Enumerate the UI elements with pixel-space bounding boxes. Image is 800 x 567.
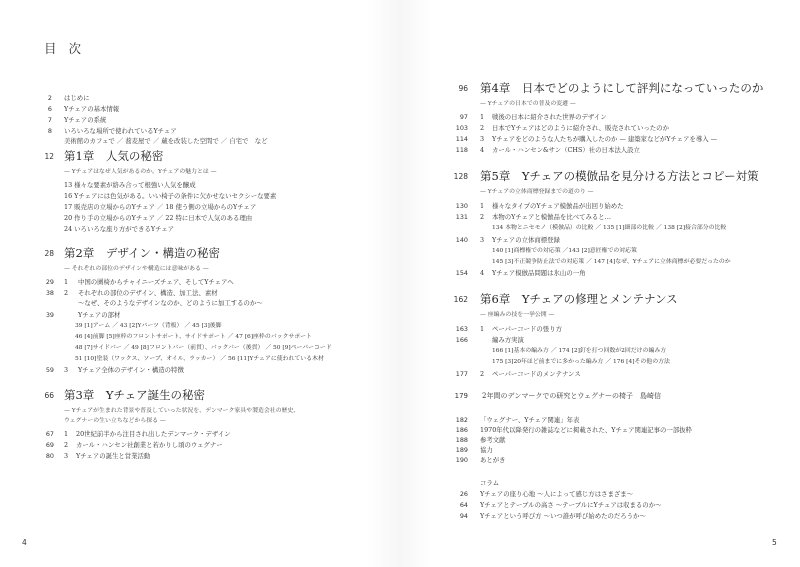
toc-subentry[interactable] bbox=[75, 344, 332, 352]
entry-text: ペーパーコードの張り方 bbox=[492, 325, 562, 333]
entry-text: 166 [1]基本の編み方 ／ 174 [2]釘を打つ回数が2回だけの編み方 bbox=[492, 348, 667, 354]
section-index: 4 bbox=[480, 146, 485, 154]
section-index: 2 bbox=[64, 289, 69, 297]
page-ref: 2 bbox=[47, 94, 52, 102]
entry-text: いろいろな場所で使われているYチェア bbox=[64, 127, 177, 135]
page-ref: 7 bbox=[47, 116, 52, 124]
toc-subentry[interactable] bbox=[64, 203, 256, 211]
page-ref: 130 bbox=[455, 202, 468, 210]
entry-text: 175 [3]20年ほど前までに多かった編み方 ／ 176 [4]その他の方法 bbox=[492, 359, 670, 365]
page-ref: 12 bbox=[44, 152, 54, 161]
page-ref: 97 bbox=[459, 113, 468, 121]
entry-text: 日本でYチェアはどのように紹介され、販売されていったのか bbox=[492, 124, 669, 132]
page-ref: 6 bbox=[47, 105, 52, 113]
entry-text: Yチェア模倣品問題は氷山の一角 bbox=[492, 269, 586, 277]
toc-subentry[interactable] bbox=[64, 192, 276, 200]
chapter-title: 第2章 デザイン・構造の秘密 bbox=[64, 246, 221, 260]
entry-text: 51 [10]塗装（ワックス、ソープ、オイル、ラッカー） ／ 56 [11]Yチェアに使われている木材 bbox=[75, 356, 324, 362]
chapter-subtitle: — Yチェアの立体商標登録までの道のり — bbox=[480, 189, 594, 195]
page-ref: 8 bbox=[47, 127, 52, 135]
toc-subentry[interactable] bbox=[64, 181, 196, 189]
entry-text: 様々なタイプのYチェア模倣品が出回り始めた bbox=[492, 202, 624, 210]
entry-text: 134 本物とニセモノ（模倣品）の比較 ／ 135 [1]細部の比較 ／ 138 [2]接合部分の比較 bbox=[492, 225, 727, 231]
toc-subentry[interactable] bbox=[492, 358, 670, 366]
entry-text: Yチェアという呼び方 〜いつ誰が呼び始めたのだろうか〜 bbox=[480, 512, 646, 520]
page-ref: 67 bbox=[45, 430, 54, 438]
toc-subentry[interactable] bbox=[492, 258, 731, 266]
toc-subentry[interactable] bbox=[492, 247, 637, 255]
entry-text: カール・ハンセン社創業と若かりし頃のウェグナー bbox=[76, 441, 223, 449]
chapter-title: 第6章 Yチェアの修理とメンテナンス bbox=[480, 292, 678, 306]
page-ref: 186 bbox=[455, 426, 468, 434]
toc-subentry[interactable] bbox=[64, 214, 252, 222]
chapter-title: 第1章 人気の秘密 bbox=[64, 149, 164, 163]
entry-text: 16 Yチェアには色気がある。いい椅子の条件に欠かせないセクシーな要素 bbox=[64, 192, 277, 200]
page-ref: 154 bbox=[455, 269, 468, 277]
page-ref: 59 bbox=[45, 366, 54, 374]
entry-text: ペーパーコードのメンテナンス bbox=[492, 370, 581, 378]
section-index: 2 bbox=[64, 441, 69, 449]
toc-subentry[interactable] bbox=[75, 355, 324, 363]
page-ref: 131 bbox=[455, 213, 468, 221]
section-index: 2 bbox=[480, 213, 485, 221]
entry-text: Yチェアとテーブルの高さ 〜テーブルにYチェアは収まるのか〜 bbox=[480, 501, 662, 509]
entry-text: 「ウェグナー、Yチェア関連」年表 bbox=[480, 416, 580, 424]
page-ref: 103 bbox=[455, 124, 468, 132]
section-index: 3 bbox=[64, 366, 69, 374]
page-ref: 189 bbox=[455, 446, 468, 454]
page-ref: 190 bbox=[455, 456, 468, 464]
entry-text: 2年間のデンマークでの研究とウェグナーの椅子 島崎信 bbox=[482, 392, 662, 400]
toc-entry-detail bbox=[78, 299, 263, 307]
entry-text: 39 [1]アーム ／ 43 [2]Yパーツ（背板） ／ 45 [3]後脚 bbox=[75, 323, 222, 329]
toc-title: 目 次 bbox=[44, 41, 85, 56]
entry-text: 編み方実演 bbox=[492, 336, 524, 344]
page-ref: 38 bbox=[45, 289, 54, 297]
page-ref: 26 bbox=[459, 490, 468, 498]
entry-text: Yチェアをどのような人たちが購入したのか — 建築家などがYチェアを導入 — bbox=[492, 135, 718, 143]
section-index: 4 bbox=[480, 269, 485, 277]
page-ref: 114 bbox=[455, 135, 468, 143]
page-ref: 188 bbox=[455, 436, 468, 444]
page-ref: 66 bbox=[44, 391, 54, 400]
entry-text: 24 いろいろな座り方ができるYチェア bbox=[64, 225, 175, 233]
entry-text: 参考文献 bbox=[480, 436, 506, 444]
toc-subentry[interactable] bbox=[492, 347, 666, 355]
page-ref: 69 bbox=[45, 441, 54, 449]
chapter-subtitle: — 座編みの技を一挙公開 — bbox=[480, 312, 555, 318]
page-ref: 29 bbox=[45, 278, 54, 286]
entry-text: 〜なぜ、そのようなデザインなのか、どのように加工するのか〜 bbox=[78, 299, 263, 307]
entry-text: はじめに bbox=[64, 94, 90, 102]
page-ref: 166 bbox=[455, 336, 468, 344]
page-ref: 80 bbox=[45, 452, 54, 460]
page-ref: 182 bbox=[455, 416, 468, 424]
entry-text: 145 [3]不正競争防止法での対応策 ／ 147 [4]なぜ、Yチェアに立体商標が必要だったのか bbox=[492, 259, 731, 265]
page-number: 4 bbox=[22, 538, 27, 547]
page-ref: 64 bbox=[459, 501, 468, 509]
entry-text: あとがき bbox=[480, 456, 506, 464]
entry-text: Yチェアの座り心地 〜人によって感じ方はさまざま〜 bbox=[480, 490, 634, 498]
toc-subentry[interactable] bbox=[75, 322, 222, 330]
chapter-subtitle: — それぞれの部位のデザインや構造には意味がある — bbox=[64, 266, 209, 272]
section-index: 1 bbox=[480, 202, 485, 210]
entry-text: 中国の圏椅からチャイニーズチェア、そしてYチェアへ bbox=[78, 278, 234, 286]
section-index: 1 bbox=[480, 325, 485, 333]
toc-subentry[interactable] bbox=[64, 225, 174, 233]
entry-text: 20世紀前半から注目され出したデンマーク・デザイン bbox=[76, 430, 231, 438]
page-ref: 96 bbox=[458, 84, 468, 93]
chapter-subtitle-cont: ウェグナーの生い立ちなどから探る — bbox=[64, 418, 166, 424]
entry-text: Yチェアの基本情報 bbox=[64, 105, 120, 113]
section-index: 3 bbox=[480, 236, 485, 244]
chapter-title: 第4章 日本でどのようにして評判になっていったのか bbox=[480, 81, 764, 95]
page-ref: 118 bbox=[455, 146, 468, 154]
chapter-title: 第5章 Yチェアの模倣品を見分ける方法とコピー対策 bbox=[480, 169, 759, 183]
entry-text: Yチェアの系統 bbox=[64, 116, 107, 124]
page-number: 5 bbox=[772, 538, 777, 547]
page-ref: 177 bbox=[455, 370, 468, 378]
entry-text: Yチェアの部材 bbox=[78, 311, 121, 319]
right-page bbox=[400, 0, 800, 567]
section-index: 1 bbox=[64, 430, 69, 438]
chapter-subtitle: — Yチェアが生まれた背景や普及していった状況を、デンマーク家具や製造会社の歴史、 bbox=[64, 408, 300, 414]
entry-text: 17 販売店の立場からのYチェア ／ 18 使う側の立場からのYチェア bbox=[64, 203, 257, 211]
section-index: 3 bbox=[64, 452, 69, 460]
page-ref: 179 bbox=[454, 392, 468, 400]
column-heading: コラム bbox=[480, 479, 500, 487]
page-ref: 39 bbox=[45, 311, 54, 319]
entry-text: 協力 bbox=[480, 446, 493, 454]
chapter-subtitle: — Yチェアの日本での普及の変遷 — bbox=[480, 101, 576, 107]
section-index: 1 bbox=[480, 113, 485, 121]
entry-text: 140 [1]商標権での対応策 ／143 [2]意匠権での対応策 bbox=[492, 248, 637, 254]
toc-subentry[interactable] bbox=[75, 333, 312, 341]
entry-text: 美術館のカフェで ／ 蕎麦屋で ／ 蔵を改装した空間で ／ 自宅で など bbox=[64, 137, 268, 145]
page-ref: 128 bbox=[453, 172, 468, 181]
entry-text: 本物のYチェアと模倣品を比べてみると… bbox=[492, 213, 612, 221]
entry-text: それぞれの部位のデザイン、構造、加工法、素材 bbox=[78, 289, 218, 297]
section-index: 2 bbox=[480, 124, 485, 132]
page-ref: 162 bbox=[453, 295, 468, 304]
entry-text: 48 [7]サイドバー ／ 49 [8]フロントバー（前貫）、バックバー（後貫） ／ 50 [9]ペーパーコード bbox=[75, 345, 332, 351]
chapter-title: 第3章 Yチェア誕生の秘密 bbox=[64, 388, 206, 402]
section-index: 3 bbox=[480, 135, 485, 143]
chapter-subtitle: — Yチェアはなぜ人気があるのか。Yチェアの魅力とは — bbox=[64, 169, 217, 175]
entry-text: 1970年代以降発行の雑誌などに掲載された、Yチェア関連記事の一部抜粋 bbox=[480, 426, 693, 434]
section-index: 1 bbox=[64, 278, 69, 286]
section-index: 2 bbox=[480, 370, 485, 378]
page-ref: 94 bbox=[459, 512, 468, 520]
entry-text: 戦後の日本に紹介された世界のデザイン bbox=[492, 113, 607, 121]
page-ref: 140 bbox=[455, 236, 468, 244]
toc-subentry[interactable] bbox=[492, 224, 726, 232]
entry-text: 20 作り手の立場からのYチェア ／ 22 特に日本で人気のある理由 bbox=[64, 214, 253, 222]
entry-text: Yチェアの立体商標登録 bbox=[492, 236, 560, 244]
entry-text: カール・ハンセン&サン（CHS）社の日本法人設立 bbox=[492, 146, 640, 154]
entry-text: 13 様々な要素が絡み合って根強い人気を醸成 bbox=[64, 181, 196, 189]
page-ref: 163 bbox=[455, 325, 468, 333]
entry-text: Yチェア全体のデザイン・構造の特徴 bbox=[78, 366, 184, 374]
entry-text: Yチェアの誕生と営業活動 bbox=[76, 452, 151, 460]
page-ref: 28 bbox=[44, 249, 54, 258]
entry-text: 46 [4]前脚 [5]座枠のフロントサポート、サイドサポート ／ 47 [6]座枠のバックサポート bbox=[75, 334, 312, 340]
